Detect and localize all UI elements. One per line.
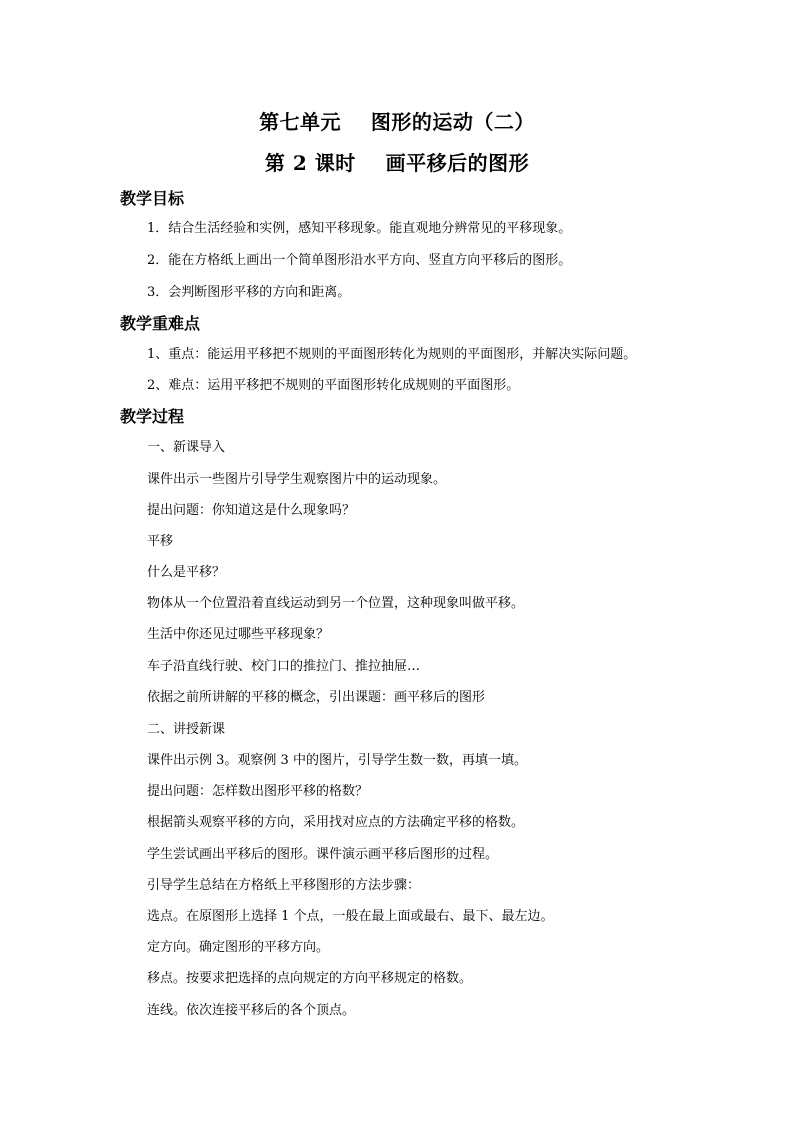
paragraph: 依据之前所讲解的平移的概念，引出课题：画平移后的图形 [147,690,486,705]
paragraph: 车子沿直线行驶、校门口的推拉门、推拉抽屉… [147,659,421,674]
paragraph: 1．结合生活经验和实例，感知平移现象。能直观地分辨常见的平移现象。 [147,221,572,236]
paragraph: 二、讲授新课 [147,722,226,737]
section-heading-process: 教学过程 [120,407,185,426]
paragraph: 物体从一个位置沿着直线运动到另一个位置，这种现象叫做平移。 [147,596,525,611]
paragraph: 课件出示例 3。观察例 3 中的图片，引导学生数一数，再填一填。 [147,753,527,768]
paragraph: 什么是平移？ [147,565,226,580]
paragraph: 2．能在方格纸上画出一个简单图形沿水平方向、竖直方向平移后的图形。 [147,253,572,268]
paragraph: 3．会判断图形平移的方向和距离。 [147,285,351,300]
paragraph: 选点。在原图形上选择 1 个点，一般在最上面或最右、最下、最左边。 [147,909,554,924]
paragraph: 根据箭头观察平移的方向，采用找对应点的方法确定平移的格数。 [147,815,525,830]
paragraph: 一、新课导入 [147,440,226,455]
lesson-title: 第 2 课时 画平移后的图形 [264,151,530,175]
paragraph: 1、重点：能运用平移把不规则的平面图形转化为规则的平面图形，并解决实际问题。 [147,347,637,362]
paragraph: 引导学生总结在方格纸上平移图形的方法步骤： [147,878,421,893]
unit-title: 第七单元 图形的运动（二） [259,110,535,134]
paragraph: 定方向。确定图形的平移方向。 [147,940,330,955]
paragraph: 课件出示一些图片引导学生观察图片中的运动现象。 [147,472,447,487]
paragraph: 提出问题：你知道这是什么现象吗？ [147,503,356,518]
section-heading-objectives: 教学目标 [120,189,185,208]
paragraph: 平移 [147,534,174,549]
paragraph: 学生尝试画出平移后的图形。课件演示画平移后图形的过程。 [147,847,499,862]
paragraph: 移点。按要求把选择的点向规定的方向平移规定的格数。 [147,971,473,986]
paragraph: 提出问题：怎样数出图形平移的格数？ [147,784,369,799]
section-heading-key-points: 教学重难点 [120,314,201,333]
paragraph: 2、难点：运用平移把不规则的平面图形转化成规则的平面图形。 [147,378,520,393]
paragraph: 连线。依次连接平移后的各个顶点。 [147,1003,356,1018]
paragraph: 生活中你还见过哪些平移现象？ [147,627,330,642]
